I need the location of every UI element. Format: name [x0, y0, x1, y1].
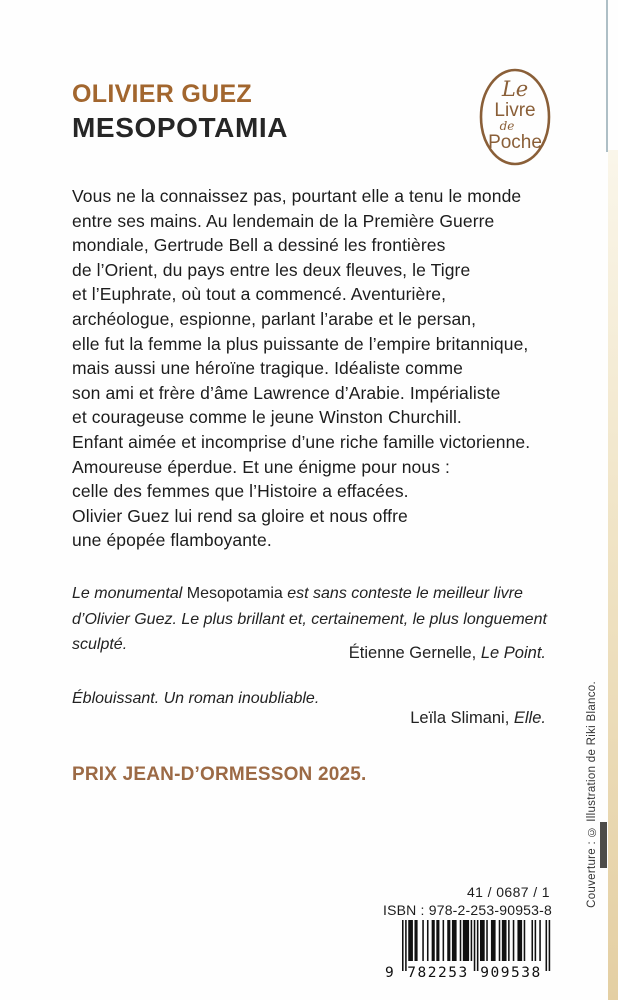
- logo-word-de: de: [499, 119, 515, 133]
- book-title: MESOPOTAMIA: [72, 112, 289, 143]
- logo-word-poche: Poche: [488, 132, 542, 153]
- barcode-digits-group1: 782253: [407, 965, 469, 981]
- review1-source: Le Point.: [480, 644, 546, 662]
- barcode-lead-digit: 9: [385, 965, 394, 981]
- synopsis-text: Vous ne la connaissez pas, pourtant elle a tenu le monde entre ses mains. Au lendemain de la Première Guerre mondiale, Gertrude Bell a dessiné les frontières de l’Orient, du pays entre les deux fleuves, le Tigre et l’Euphrate, où tout a commencé. Aventurière, archéologue, espionne, parlant l’arabe et le persan, elle fut la femme la plus puissante de l’empire britannique, mais aussi une héroïne tragique. Idéaliste comme son ami et frère d’âme Lawrence d’Arabie. Impérialiste et courageuse comme le jeune Winston Churchill. Enfant aimée et incomprise d’une riche famille victorienne. Amoureuse éperdue. Et une énigme pour nous : celle des femmes que l’Histoire a effacées. Olivier Guez lui rend sa gloire et nous offre une épopée flamboyante.: [72, 186, 531, 551]
- barcode-bars: [402, 920, 550, 971]
- print-run-code: 41 / 0687 / 1: [466, 884, 550, 900]
- ean13-barcode: [383, 920, 555, 982]
- page-edge-mark: [600, 822, 607, 868]
- review2-source: Elle.: [513, 709, 546, 727]
- award-line: PRIX JEAN-D’ORMESSON 2025.: [72, 764, 367, 785]
- page-edge-strip: [608, 150, 618, 1000]
- review2-attribution: [72, 709, 546, 728]
- author-name: OLIVIER GUEZ: [72, 80, 253, 108]
- review1-attribution: [72, 644, 546, 663]
- review1-italic-post: est sans conteste le meilleur livre d’Olivier Guez. Le plus brillant et, certainement, le plus longuement sculpté.: [72, 585, 547, 653]
- review-quote-elle: Éblouissant. Un roman inoubliable.: [72, 690, 320, 707]
- livre-de-poche-logo-icon: [476, 66, 554, 168]
- isbn-label: ISBN : 978-2-253-90953-8: [382, 902, 552, 918]
- review1-italic-pre: Le monumental: [72, 585, 187, 602]
- page-edge-line: [606, 0, 608, 152]
- review1-critic-name: Étienne Gernelle,: [348, 644, 481, 662]
- cover-credit-text: Couverture : © Illustration de Riki Blanco.: [586, 681, 598, 908]
- review2-critic-name: Leïla Slimani,: [410, 709, 514, 727]
- logo-word-le: Le: [501, 77, 529, 101]
- barcode-digits-group2: 909538: [480, 965, 542, 981]
- review1-book-title: Mesopotamia: [186, 585, 283, 602]
- logo-word-livre: Livre: [494, 100, 536, 121]
